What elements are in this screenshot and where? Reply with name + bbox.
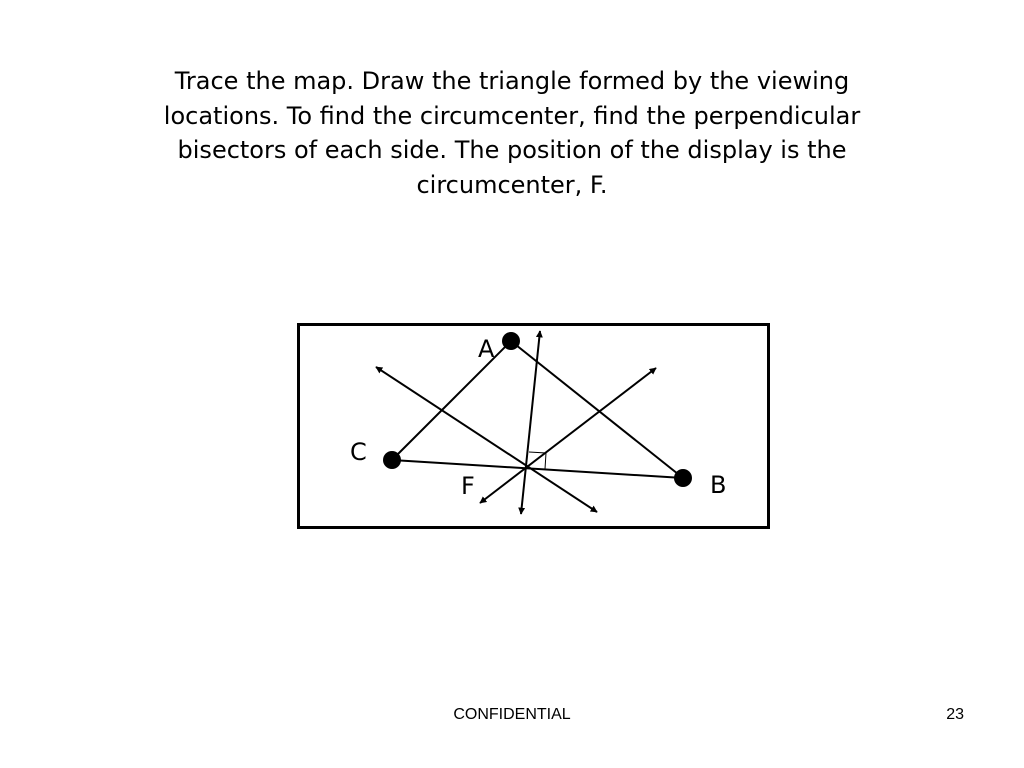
point-b [674, 469, 692, 487]
point-a [502, 332, 520, 350]
page-number: 23 [946, 706, 964, 723]
label-b: B [710, 471, 727, 499]
label-a: A [478, 335, 495, 363]
instructions-text: Trace the map. Draw the triangle formed by the viewing locations. To find the circumcenter, find the perpendicular bisectors of each side. The position of the display is the circumcenter, F. [163, 67, 861, 199]
label-f: F [461, 472, 475, 500]
label-c: C [350, 438, 367, 466]
bisector-of-cb [521, 331, 540, 514]
triangle-side-cb [392, 460, 683, 478]
map-frame [299, 325, 769, 528]
point-c [383, 451, 401, 469]
confidential-label: CONFIDENTIAL [453, 706, 571, 723]
